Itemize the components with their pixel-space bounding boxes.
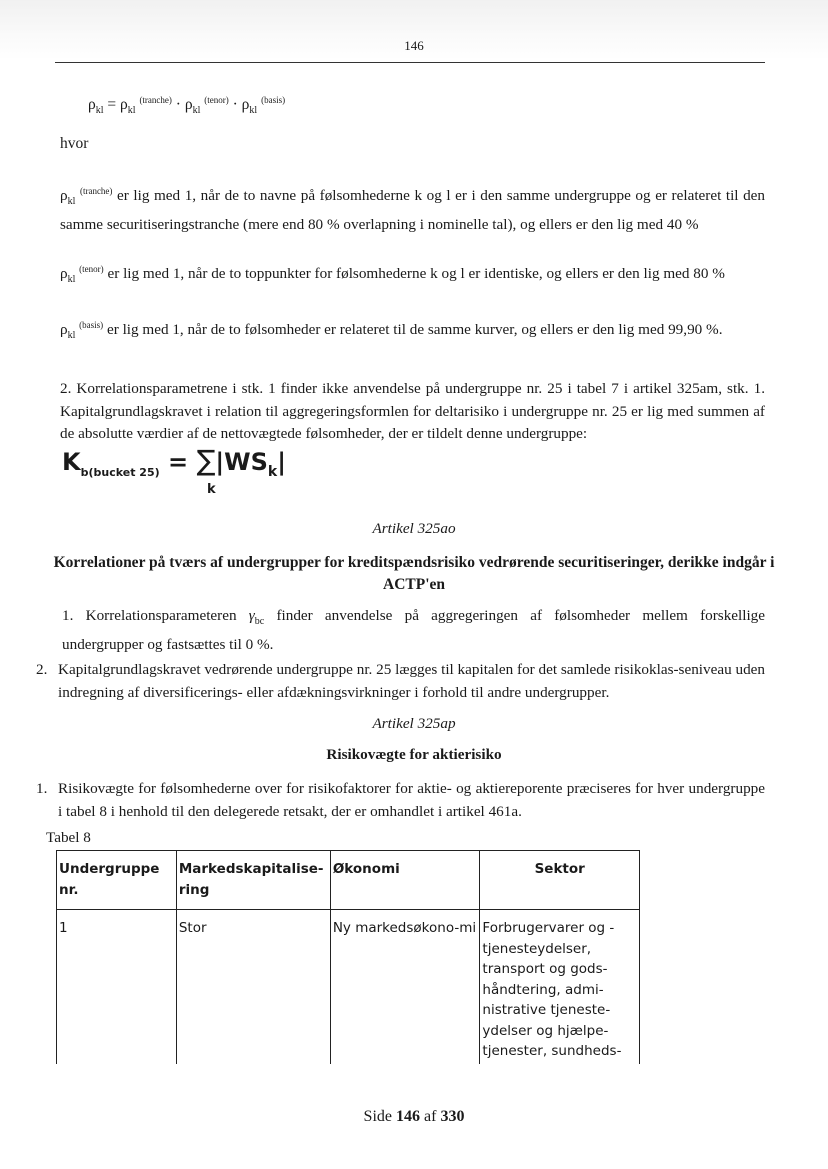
item1-prefix: 1. Korrelationsparameteren — [62, 607, 237, 624]
article-325ap-item-1-number: 1. — [36, 780, 48, 797]
article-325ap-item-1-text: Risikovægte for følsomhederne over for risikofaktorer for aktie- og aktiereporente præciseres for hver undergruppe i tabel 8 i henhold til den delegerede retsakt, der er omhandlet i artikel 461a. — [58, 780, 765, 820]
rho-subscript: kl — [67, 196, 76, 208]
item1-text: finder anvendelse på aggregeringen af følsomheder mellem forskellige undergrupper og fastsættes til 0 %. — [62, 607, 766, 653]
tenor-superscript: (tenor) — [79, 264, 104, 274]
article-325ap-label: Artikel 325ap — [372, 715, 456, 732]
sum-symbol: ∑ — [196, 444, 216, 477]
tenor-definition-text: er lig med 1, når de to toppunkter for følsomhederne k og l er identiske, og ellers er den lig med 80 % — [107, 265, 725, 282]
header-cell: Undergruppe nr. — [57, 851, 177, 910]
ws-symbol: |WS — [215, 448, 268, 476]
k-subscript: b(bucket 25) — [80, 465, 160, 479]
rho-symbol: ρ — [60, 265, 68, 282]
rho-symbol: ρ — [184, 96, 193, 113]
page-number-header: 146 — [404, 38, 424, 53]
table-cell: Ny markedsøkono-mi — [330, 910, 480, 1064]
table-8 — [56, 850, 640, 1064]
footer-prefix: Side — [363, 1108, 392, 1125]
article-325ao-title: Korrelationer på tværs af undergrupper for kreditspændsrisiko vedrørende securitiseringer, derikke indgår i ACTP'en — [53, 554, 775, 593]
dot-operator: · — [175, 96, 181, 113]
gamma-symbol: γ — [248, 607, 255, 624]
rho-subscript: kl — [67, 330, 76, 342]
k-symbol: K — [62, 448, 81, 476]
basis-superscript: (basis) — [261, 95, 286, 105]
table-caption: Tabel 8 — [46, 829, 91, 846]
rho-symbol: ρ — [120, 96, 128, 113]
paragraph-2: 2. Korrelationsparametrene i stk. 1 finder ikke anvendelse på undergruppe nr. 25 i tabel 7 i artikel 325am, stk. 1. Kapitalgrundlagskravet i relation til aggregeringsformlen for deltarisiko i undergruppe nr. 25 er lig med summen af de absolutte værdier af de nettovægtede følsomheder, der er tildelt denne undergruppe: — [60, 380, 765, 442]
article-325ap-title: Risikovægte for aktierisiko — [326, 746, 502, 763]
rho-subscript: kl — [127, 105, 136, 117]
dot-operator: · — [232, 96, 238, 113]
rho-formula — [88, 95, 285, 116]
header-rule — [55, 62, 765, 63]
ws-subscript: k — [267, 463, 278, 480]
abs-close: | — [277, 448, 286, 476]
basis-definition-text: er lig med 1, når de to følsomheder er relateret til de samme kurver, og ellers er den lig med 99,90 %. — [106, 321, 723, 338]
basis-superscript: (basis) — [79, 320, 104, 330]
page-footer — [0, 1108, 828, 1126]
definition-basis — [60, 314, 765, 348]
tranche-superscript: (tranche) — [139, 95, 172, 105]
footer-of: af — [424, 1108, 437, 1125]
hvor-label: hvor — [60, 135, 89, 152]
article-325ao-item-2-number: 2. — [36, 661, 48, 678]
rho-subscript: kl — [95, 105, 104, 117]
rho-symbol: ρ — [60, 321, 68, 338]
rho-subscript: kl — [192, 105, 201, 117]
article-325ao-item-1 — [62, 605, 765, 656]
table-cell: Stor — [176, 910, 330, 1064]
header-cell: Markedskapitalise-ring — [176, 851, 330, 910]
rho-symbol: ρ — [60, 187, 68, 204]
table-cell: 1 — [57, 910, 177, 1064]
rho-symbol: ρ — [241, 96, 250, 113]
definition-tranche — [60, 180, 765, 236]
equals-sign: = — [168, 448, 189, 476]
gamma-subscript: bc — [254, 616, 265, 628]
table-header-row — [57, 851, 640, 910]
rho-symbol: ρ — [88, 96, 96, 113]
k-formula — [62, 444, 286, 480]
footer-total-pages: 330 — [440, 1108, 465, 1125]
sum-index: k — [207, 482, 216, 497]
tenor-superscript: (tenor) — [204, 95, 229, 105]
definition-tenor — [60, 258, 765, 292]
footer-page-number: 146 — [396, 1108, 420, 1125]
rho-subscript: kl — [249, 105, 258, 117]
equals-sign: = — [107, 96, 117, 113]
table-cell: Forbrugervarer og -tjenesteydelser, transport og gods-håndtering, admi-nistrative tjeneste-ydelser og hjælpe-tjenester, sundheds- — [480, 910, 640, 1064]
article-325ao-label: Artikel 325ao — [372, 520, 456, 537]
tranche-definition-text: er lig med 1, når de to navne på følsomhederne k og l er i den samme undergruppe og er relateret til den samme securitiseringstranche (mere end 80 % overlapning i nominelle tal), og ellers er den lig med 40 % — [60, 187, 766, 233]
tranche-superscript: (tranche) — [79, 186, 113, 196]
table-row — [57, 910, 640, 1064]
article-325ao-item-2-text: Kapitalgrundlagskravet vedrørende undergruppe nr. 25 lægges til kapitalen for det samlede risikoklas-seniveau uden indregning af diversificerings- eller afdækningsvirkninger i forhold til andre undergrupper. — [58, 661, 765, 701]
rho-subscript: kl — [67, 274, 76, 286]
header-cell: Økonomi — [330, 851, 480, 910]
header-cell: Sektor — [480, 851, 640, 910]
